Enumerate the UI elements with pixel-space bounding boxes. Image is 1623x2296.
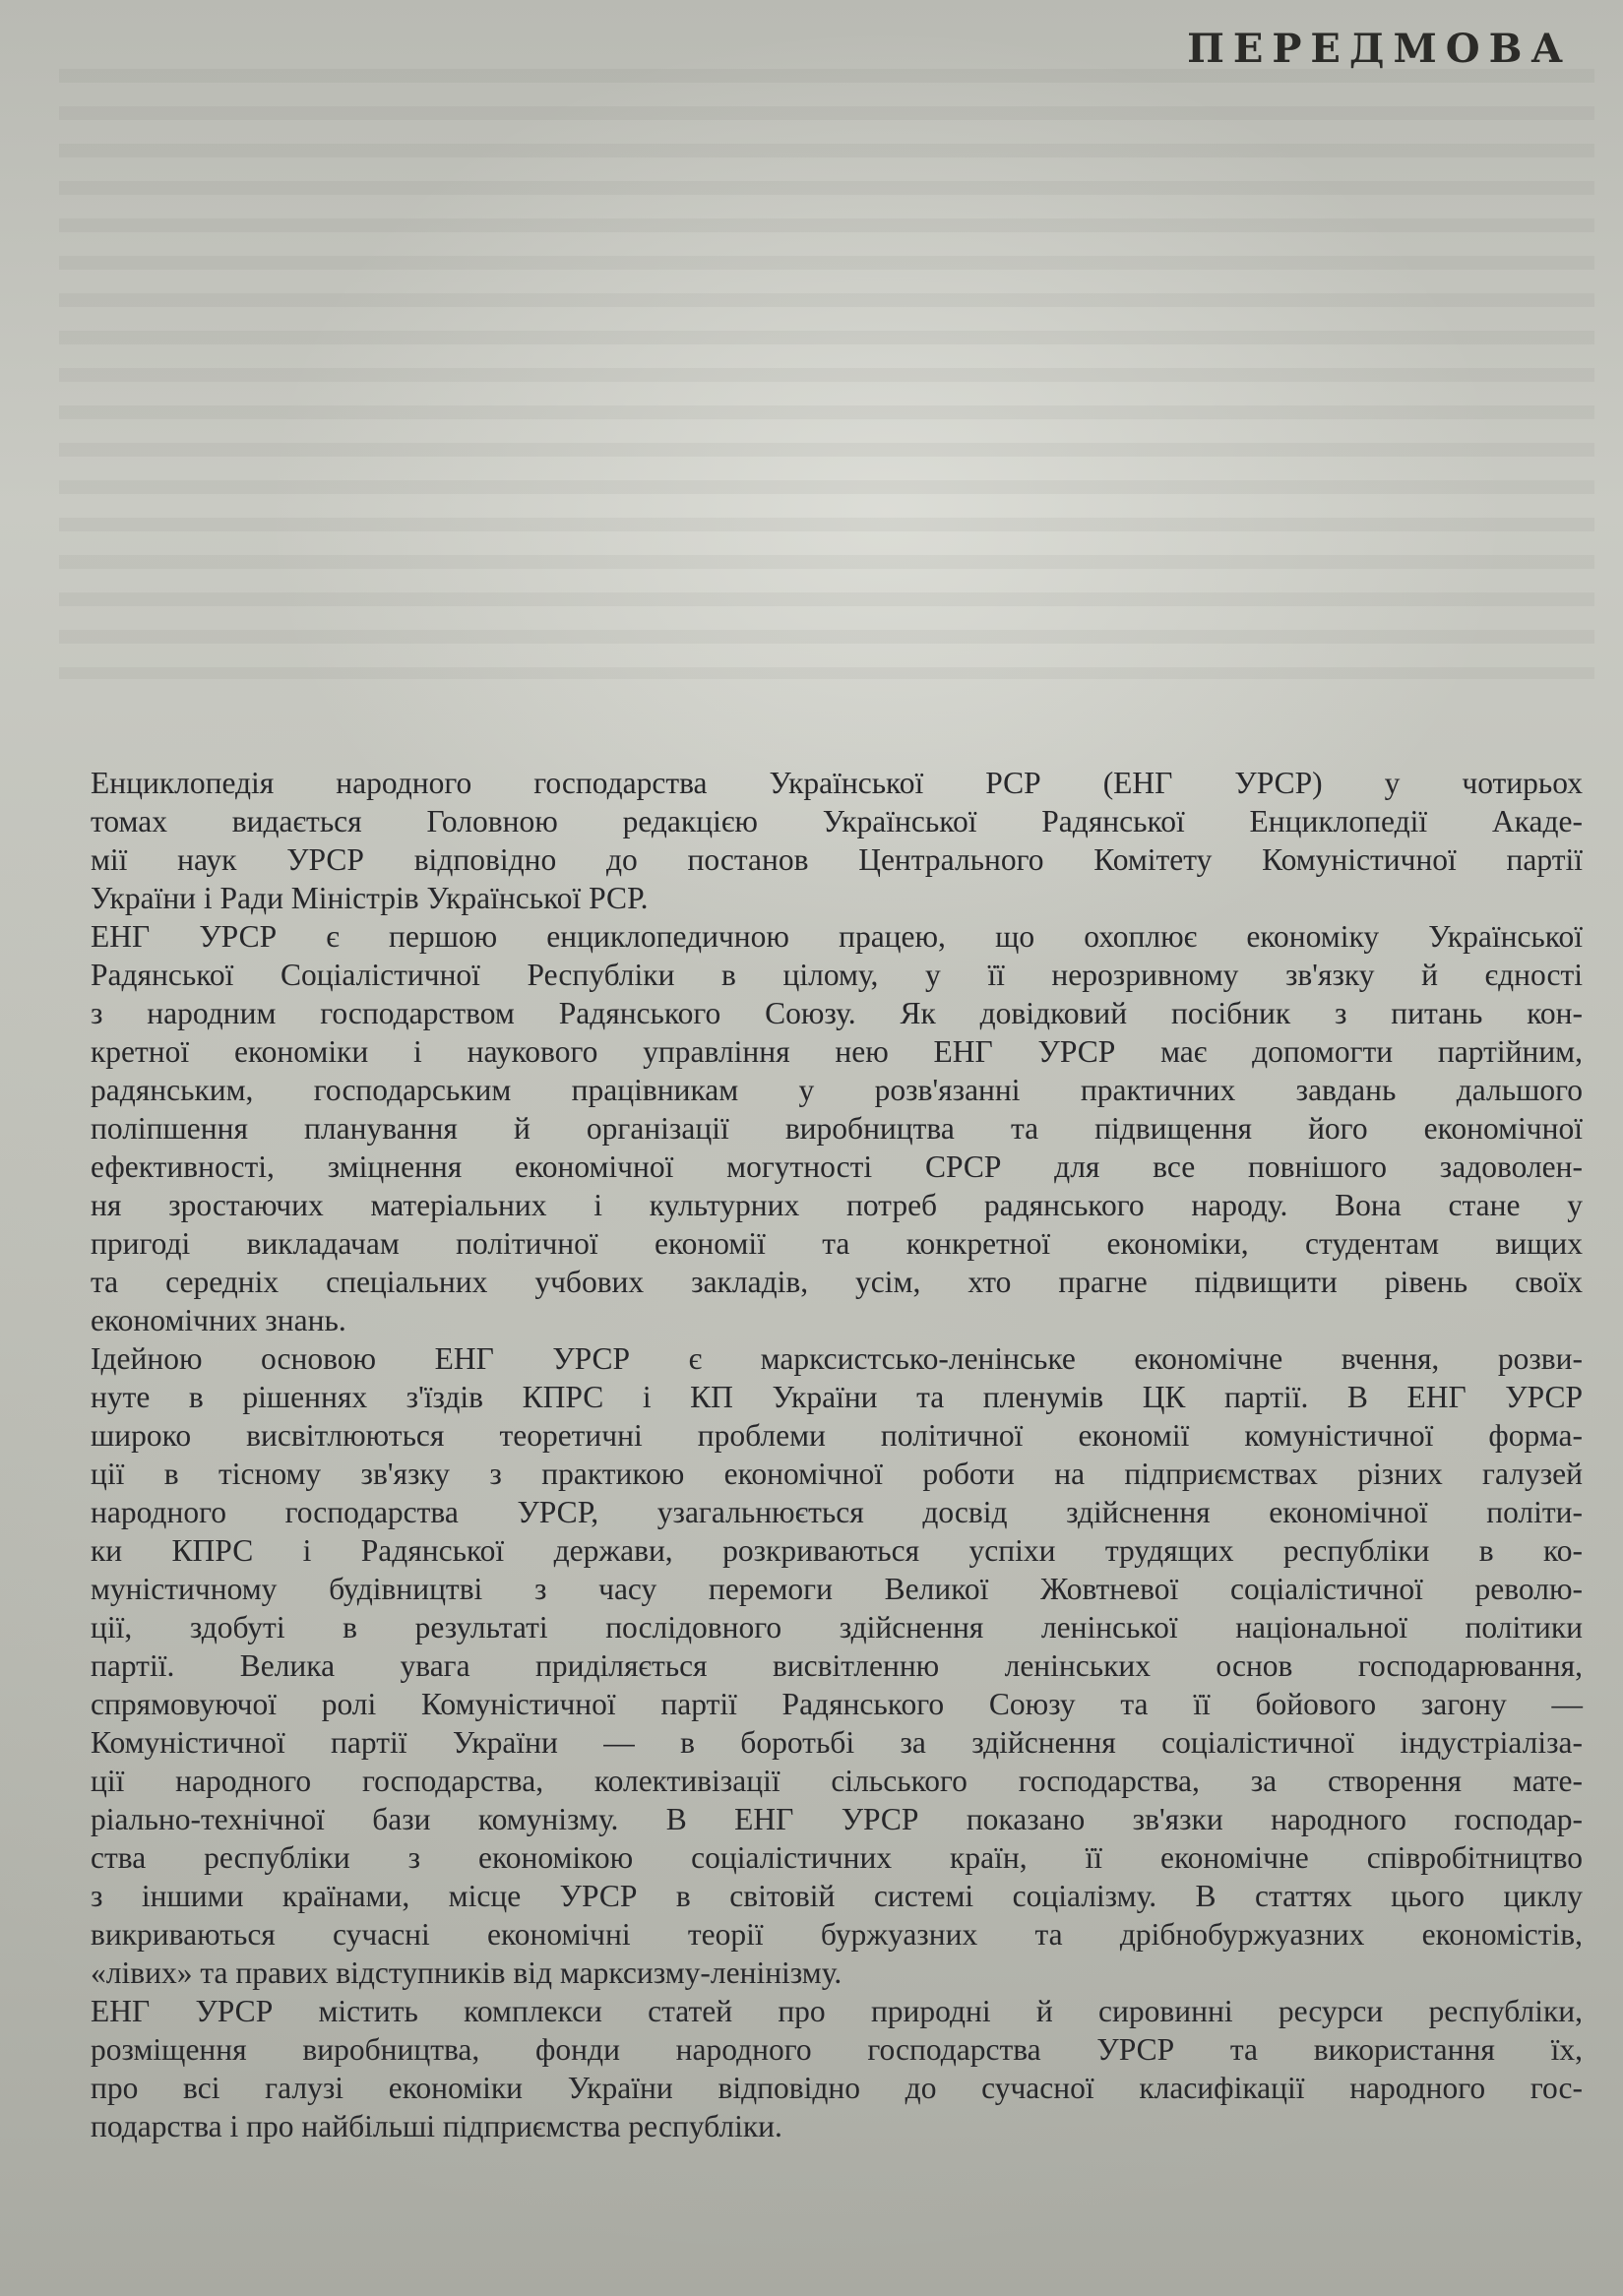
text-line: партії. Велика увага приділяється висвітленню ленінських основ господарювання, [91,1648,1583,1683]
text-line: ції в тісному зв'язку з практикою економічної роботи на підприємствах різних галузей [91,1457,1583,1491]
preface-paragraph [91,1992,1583,2145]
text-line: пригоді викладачам політичної економії та конкретної економіки, студентам вищих [91,1226,1583,1261]
text-line: ЕНГ УРСР містить комплекси статей про природні й сировинні ресурси республіки, [91,1994,1583,2028]
text-line: ції, здобуті в результаті послідовного здійснення ленінської національної політики [91,1610,1583,1644]
text-line: Енциклопедія народного господарства Української РСР (ЕНГ УРСР) у чотирьох [91,766,1583,800]
text-line: томах видається Головною редакцією Української Радянської Енциклопедії Акаде- [91,804,1583,838]
text-line: поліпшення планування й організації виробництва та підвищення його економічної [91,1111,1583,1146]
preface-paragraph [91,1339,1583,1992]
text-line: Радянської Соціалістичної Республіки в цілому, у її нерозривному зв'язку й єдності [91,958,1583,992]
text-line: та середніх спеціальних учбових закладів, усім, хто прагне підвищити рівень своїх [91,1265,1583,1299]
text-line: економічних знань. [91,1303,346,1337]
preface-body [91,764,1583,2145]
text-line: народного господарства УРСР, узагальнюється досвід здійснення економічної політи- [91,1495,1583,1529]
bleed-through-texture [59,69,1594,679]
text-line: спрямовуючої ролі Комуністичної партії Радянського Союзу та її бойового загону — [91,1687,1583,1721]
preface-paragraph [91,917,1583,1339]
text-line: ЕНГ УРСР є першою енциклопедичною працею, що охоплює економіку Української [91,919,1583,954]
text-line: розміщення виробництва, фонди народного господарства УРСР та використання їх, [91,2032,1583,2067]
text-line: ріально-технічної бази комунізму. В ЕНГ УРСР показано зв'язки народного господар- [91,1802,1583,1836]
text-line: ефективності, зміцнення економічної могутності СРСР для все повнішого задоволен- [91,1149,1583,1184]
text-line: кретної економіки і наукового управління нею ЕНГ УРСР має допомогти партійним, [91,1034,1583,1069]
text-line: ки КПРС і Радянської держави, розкриваються успіхи трудящих республіки в ко- [91,1533,1583,1568]
text-line: ства республіки з економікою соціалістичних країн, її економічне співробітництво [91,1840,1583,1875]
text-line: України і Ради Міністрів Української РСР. [91,881,649,915]
text-line: подарства і про найбільші підприємства республіки. [91,2109,782,2143]
text-line: ції народного господарства, колективізації сільського господарства, за створення мате- [91,1764,1583,1798]
text-line: викриваються сучасні економічні теорії буржуазних та дрібнобуржуазних економістів, [91,1917,1583,1952]
text-line: Комуністичної партії України — в боротьбі за здійснення соціалістичної індустріаліза- [91,1725,1583,1760]
text-line: мії наук УРСР відповідно до постанов Центрального Комітету Комуністичної партії [91,842,1583,877]
preface-paragraph [91,764,1583,917]
text-line: з народним господарством Радянського Союзу. Як довідковий посібник з питань кон- [91,996,1583,1030]
page-heading: ПЕРЕДМОВА [1187,26,1572,72]
text-line: Ідейною основою ЕНГ УРСР є марксистсько-ленінське економічне вчення, розви- [91,1341,1583,1376]
text-line: нуте в рішеннях з'їздів КПРС і КП України та пленумів ЦК партії. В ЕНГ УРСР [91,1380,1583,1414]
text-line: муністичному будівництві з часу перемоги Великої Жовтневої соціалістичної револю- [91,1572,1583,1606]
text-line: радянським, господарським працівникам у розв'язанні практичних завдань дальшого [91,1073,1583,1107]
text-line: широко висвітлюються теоретичні проблеми політичної економії комуністичної форма- [91,1418,1583,1453]
text-line: ня зростаючих матеріальних і культурних потреб радянського народу. Вона стане у [91,1188,1583,1222]
text-line: про всі галузі економіки України відповідно до сучасної класифікації народного гос- [91,2071,1583,2105]
text-line: з іншими країнами, місце УРСР в світовій системі соціалізму. В статтях цього циклу [91,1879,1583,1913]
text-line: «лівих» та правих відступників від марксизму-ленінізму. [91,1955,843,1990]
